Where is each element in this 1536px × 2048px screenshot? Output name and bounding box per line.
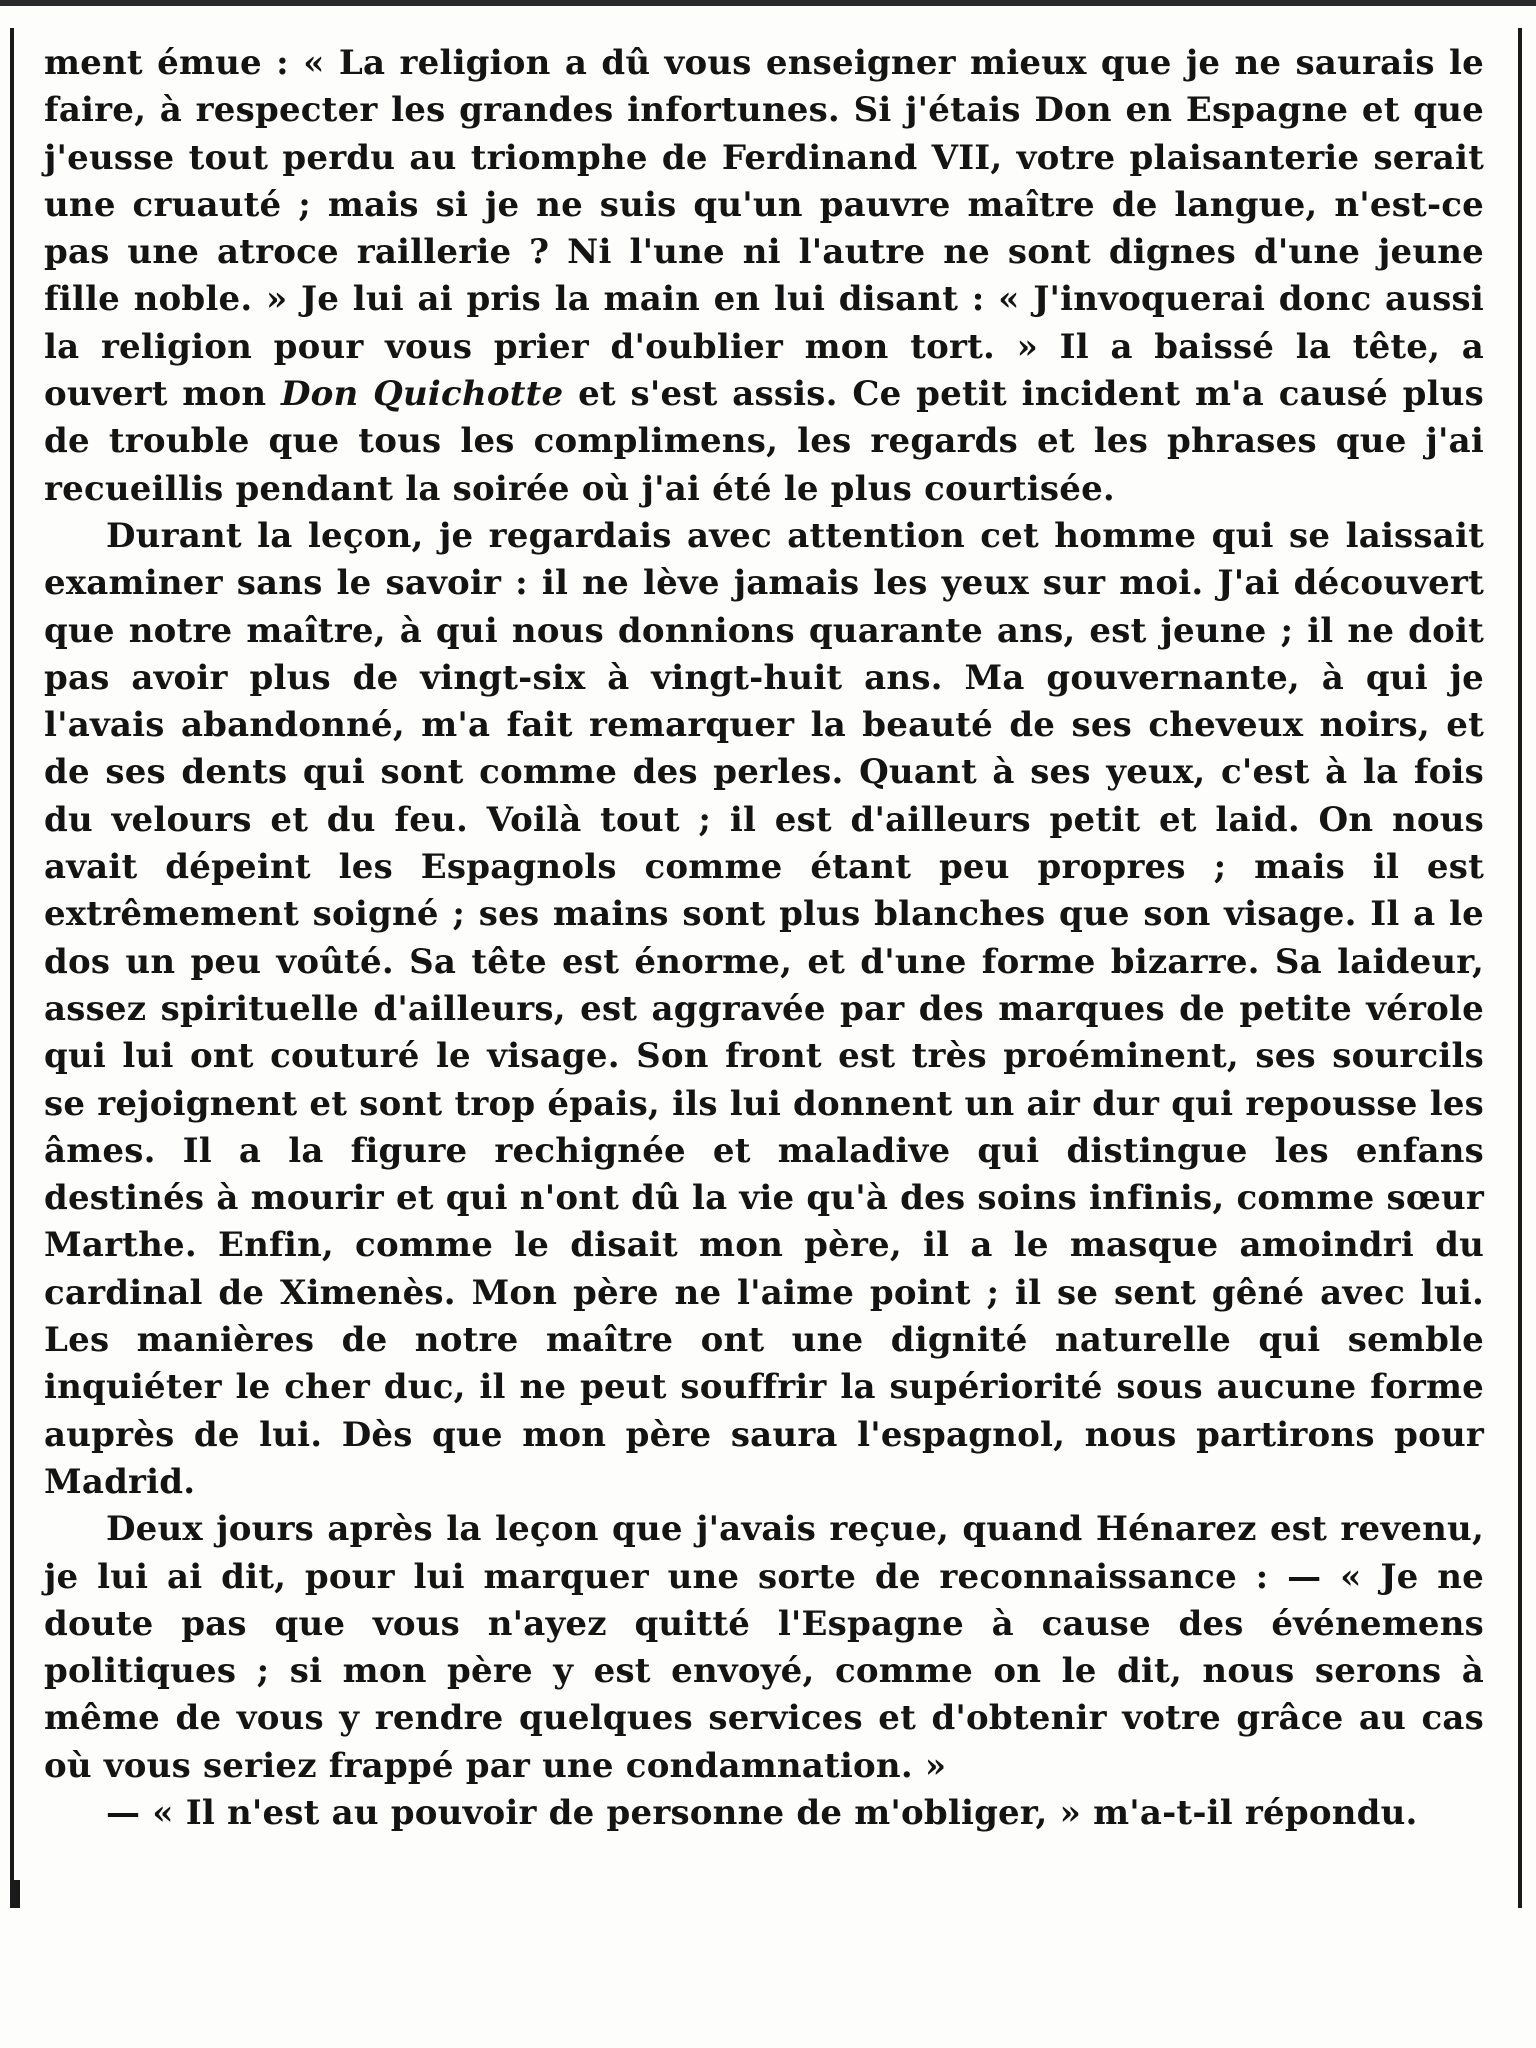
right-column-rule — [1518, 28, 1522, 1908]
article-column — [44, 40, 1484, 1837]
left-column-rule — [10, 28, 14, 1908]
margin-mark — [10, 1880, 20, 1908]
paragraph-4: — « Il n'est au pouvoir de personne de m'obliger, » m'a-t-il répondu. — [106, 1792, 1418, 1833]
paragraph-1-text-b: et s'est assis. Ce petit incident m'a causé plus de trouble que tous les complimens, les regards et les phrases que j'ai recueillis pendant la soirée où j'ai été le plus courtisée. — [44, 374, 1485, 509]
paragraph-3: Deux jours après la leçon que j'avais reçue, quand Hénarez est revenu, je lui ai dit, pour lui marquer une sorte de reconnaissance : — « Je ne doute pas que vous n'ayez quitté l'Espagne à cause des événemens politiques ; si mon père y est envoyé, comme on le dit, nous serons à même de vous y rendre quelques services et d'obtenir votre grâce au cas où vous seriez frappé par une condamnation. » — [44, 1509, 1484, 1786]
book-title: Don Quichotte — [281, 374, 564, 415]
paragraph-2: Durant la leçon, je regardais avec attention cet homme qui se laissait examiner sans le savoir : il ne lève jamais les yeux sur moi. J'ai découvert que notre maître, à qui nous donnions quarante ans, est jeune ; il ne doit pas avoir plus de vingt-six à vingt-huit ans. Ma gouvernante, à qui je l'avais abandonné, m'a fait remarquer la beauté de ses cheveux noirs, et de ses dents qui sont comme des perles. Quant à ses yeux, c'est à la fois du velours et du feu. Voilà tout ; il est d'ailleurs petit et laid. On nous avait dépeint les Espagnols comme étant peu propres ; mais il est extrêmement soigné ; ses mains sont plus blanches que son visage. Il a le dos un peu voûté. Sa tête est énorme, et d'une forme bizarre. Sa laideur, assez spirituelle d'ailleurs, est aggravée par des marques de petite vérole qui lui ont couturé le visage. Son front est très proéminent, ses sourcils se rejoignent et sont trop épais, ils lui donnent un air dur qui repousse les âmes. Il a la figure rechignée et maladive qui distingue les enfans destinés à mourir et qui n'ont dû la vie qu'à des soins infinis, comme sœur Marthe. Enfin, comme le disait mon père, il a le masque amoindri du cardinal de Ximenès. Mon père ne l'aime point ; il se sent gêné avec lui. Les manières de notre maître ont une dignité naturelle qui semble inquiéter le cher duc, il ne peut souffrir la supériorité sous aucune forme auprès de lui. Dès que mon père saura l'espagnol, nous partirons pour Madrid. — [44, 515, 1484, 1502]
top-rule — [0, 0, 1536, 6]
paragraph-1 — [44, 40, 1484, 513]
paragraph-1-text-a: ment émue : « La religion a dû vous enseigner mieux que je ne saurais le faire, à respecter les grandes infortunes. Si j'étais Don en Espagne et que j'eusse tout perdu au triomphe de Ferdinand VII, votre plaisanterie serait une cruauté ; mais si je ne suis qu'un pauvre maître de langue, n'est-ce pas une atroce raillerie ? Ni l'une ni l'autre ne sont dignes d'une jeune fille noble. » Je lui ai pris la main en lui disant : « J'invoquerai donc aussi la religion pour vous prier d'oublier mon tort. » Il a baissé la tête, a ouvert mon — [44, 43, 1484, 415]
